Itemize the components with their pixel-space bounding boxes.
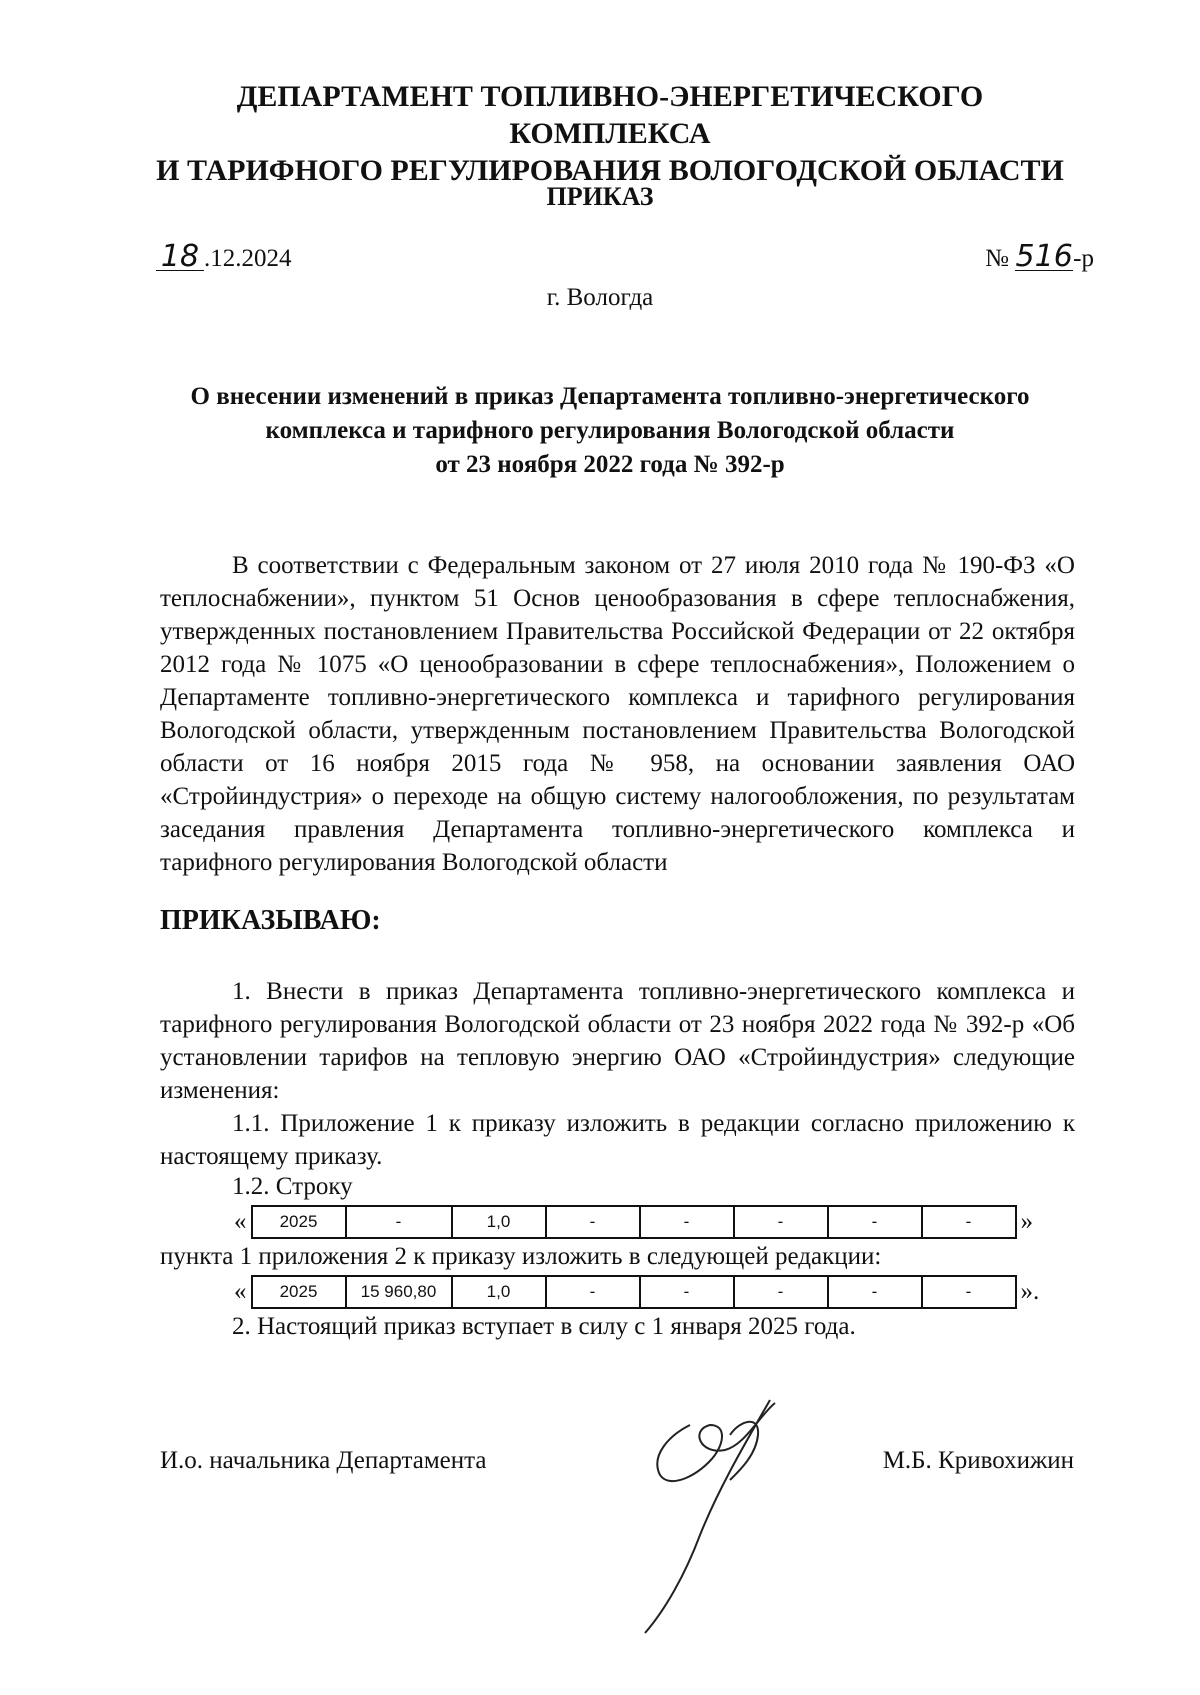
department-line-1: ДЕПАРТАМЕНТ ТОПЛИВНО-ЭНЕРГЕТИЧЕСКОГО КОМПЛЕКСА — [236, 80, 984, 150]
order-word: ПРИКАЗЫВАЮ: — [160, 905, 381, 936]
new-cell-5: - — [640, 1276, 734, 1308]
subject-line-3: от 23 ноября 2022 года № 392-р — [435, 451, 785, 478]
new-tariff-row — [234, 1275, 1104, 1309]
old-cell-7: - — [828, 1206, 922, 1238]
number-suffix: -р — [1073, 245, 1094, 272]
new-cell-6: - — [734, 1276, 828, 1308]
number-value-handwritten: 516 — [1015, 239, 1073, 274]
new-row-open-quote: « — [234, 1278, 247, 1305]
subject-line-2: комплекса и тарифного регулирования Вологодской области — [265, 417, 955, 444]
preamble-paragraph — [160, 549, 1075, 879]
item-1-1-paragraph — [160, 1107, 1075, 1173]
old-cell-1: 2025 — [252, 1206, 346, 1238]
old-cell-6: - — [734, 1206, 828, 1238]
new-tariff-table — [251, 1275, 1017, 1309]
department-line-2: И ТАРИФНОГО РЕГУЛИРОВАНИЯ ВОЛОГОДСКОЙ ОБЛАСТИ — [156, 154, 1064, 187]
old-row-open-quote: « — [234, 1208, 247, 1235]
new-cell-2: 15 960,80 — [346, 1276, 452, 1308]
new-cell-8: - — [922, 1276, 1016, 1308]
old-tariff-table — [251, 1205, 1017, 1239]
handwritten-signature — [630, 1395, 820, 1635]
number-prefix: № — [985, 245, 1009, 272]
item-1-paragraph — [160, 975, 1075, 1107]
old-tariff-row — [234, 1205, 1104, 1239]
order-number — [985, 239, 1094, 274]
point-text: пункта 1 приложения 2 к приказу изложить в следующей редакции: — [160, 1243, 882, 1270]
date-month-year: .12.2024 — [204, 245, 292, 272]
subject-line-1: О внесении изменений в приказ Департамента топливно-энергетического — [190, 383, 1030, 410]
preamble-text: В соответствии с Федеральным законом от 27 июля 2010 года № 190-ФЗ «О теплоснабжении», пунктом 51 Основ ценообразования в сфере теплоснабжения, утвержденных постановлением Правительства Российской Федерации от 22 октября 2012 года № 1075 «О ценообразовании в сфере теплоснабжения», Положением о Департаменте топливно-энергетического комплекса и тарифного регулирования Вологодской области, утвержденным постановлением Правительства Вологодской области от 16 ноября 2015 года № 958, на основании заявления ОАО «Стройиндустрия» о переходе на общую систему налогообложения, по результатам заседания правления Департамента топливно-энергетического комплекса и тарифного регулирования Вологодской области — [160, 552, 1075, 876]
item-2-text: 2. Настоящий приказ вступает в силу с 1 января 2025 года. — [232, 1313, 856, 1340]
order-subject — [150, 380, 1070, 482]
city: г. Вологда — [546, 284, 654, 311]
item-1-2-text: 1.2. Строку — [232, 1173, 353, 1200]
signatory-position: И.о. начальника Департамента — [160, 1447, 487, 1474]
order-date — [156, 239, 292, 274]
old-row-close-quote: » — [1020, 1208, 1033, 1235]
document-type: ПРИКАЗ — [546, 182, 654, 211]
new-cell-1: 2025 — [252, 1276, 346, 1308]
department-header — [150, 78, 1070, 189]
date-day-handwritten: 18 — [156, 244, 204, 271]
new-cell-4: - — [546, 1276, 640, 1308]
item-1-1-text: 1.1. Приложение 1 к приказу изложить в редакции согласно приложению к настоящему приказу. — [160, 1110, 1075, 1170]
item-1-text: 1. Внести в приказ Департамента топливно-энергетического комплекса и тарифного регулирования Вологодской области от 23 ноября 2022 года № 392-р «Об установлении тарифов на тепловую энергию ОАО «Стройиндустрия» следующие изменения: — [160, 978, 1075, 1104]
old-cell-3: 1,0 — [452, 1206, 546, 1238]
old-cell-4: - — [546, 1206, 640, 1238]
signatory-name: М.Б. Кривохижин — [882, 1447, 1074, 1474]
new-cell-3: 1,0 — [452, 1276, 546, 1308]
old-cell-8: - — [922, 1206, 1016, 1238]
new-cell-7: - — [828, 1276, 922, 1308]
old-cell-5: - — [640, 1206, 734, 1238]
new-row-close-quote: ». — [1020, 1278, 1040, 1305]
old-cell-2: - — [346, 1206, 452, 1238]
